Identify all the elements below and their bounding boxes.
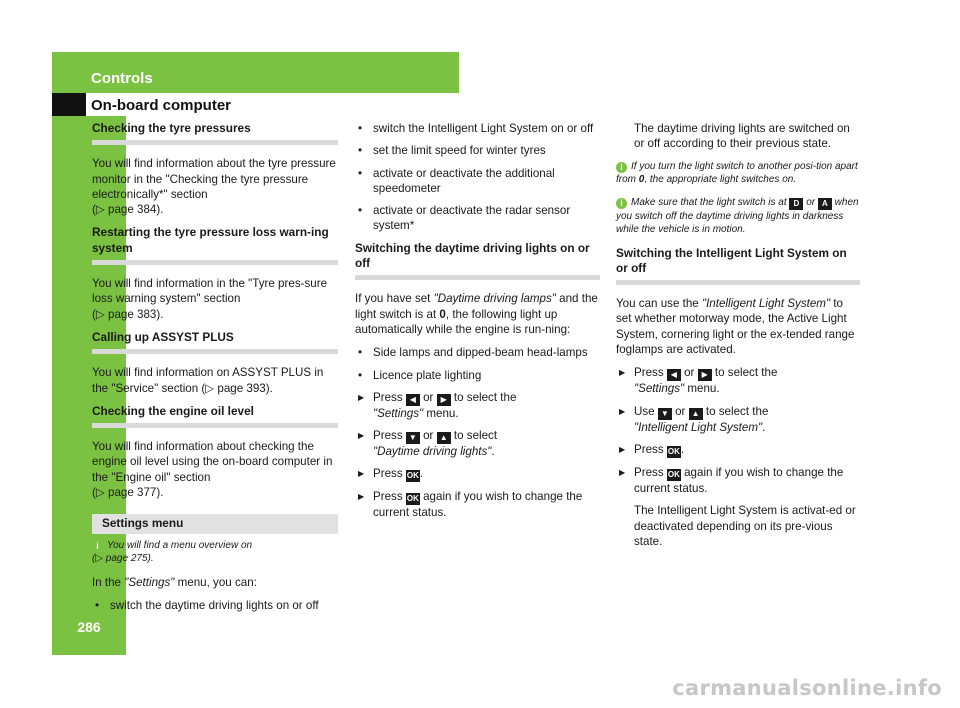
up-arrow-key-icon: ▲	[437, 432, 451, 444]
heading-tyre-pressures: Checking the tyre pressures	[92, 121, 338, 145]
instruction-step: ▶ Press OK again if you wish to change the current status.	[616, 465, 860, 496]
page-number: 286	[77, 619, 101, 635]
paragraph: You will find information on ASSYST PLUS in the "Service" section (▷ page 393).	[92, 366, 324, 395]
heading-restart-tyre-loss: Restarting the tyre pressure loss warn-ing system	[92, 225, 338, 265]
down-arrow-key-icon: ▼	[406, 432, 420, 444]
instruction-step: ▶ Press OK.	[355, 466, 600, 482]
page-reference: (▷ page 377).	[92, 486, 164, 500]
subsection-title: On-board computer	[91, 97, 232, 114]
info-icon: i	[92, 541, 103, 552]
ok-key-icon: OK	[667, 446, 680, 456]
column-3	[616, 121, 860, 557]
bullet-item: • Licence plate lighting	[355, 368, 600, 383]
instruction-step: ▶ Press ◀ or ▶ to select the "Settings" menu.	[616, 365, 860, 396]
instruction-step: ▶ Press ▼ or ▲ to select "Daytime driving lights".	[355, 428, 600, 459]
low-beam-switch-icon: D	[789, 198, 803, 210]
ok-key-icon: OK	[667, 469, 680, 479]
up-arrow-key-icon: ▲	[689, 408, 703, 420]
bullet-item: • set the limit speed for winter tyres	[355, 143, 600, 158]
bullet-item: • switch the daytime driving lights on or off	[92, 598, 338, 613]
info-icon: i	[616, 198, 627, 209]
paragraph: If you have set "Daytime driving lamps" and the light switch is at 0, the following light up automatically while the engine is run-ning:	[355, 292, 598, 336]
paragraph: You will find information about checking the engine oil level using the on-board computer in the "Engine oil" section (▷ page 377).	[92, 440, 333, 500]
right-arrow-key-icon: ▶	[698, 369, 712, 381]
heading-engine-oil: Checking the engine oil level	[92, 404, 338, 428]
instruction-step: ▶ Press OK.	[616, 442, 860, 458]
ok-key-icon: OK	[406, 494, 419, 504]
instruction-step: ▶ Press ◀ or ▶ to select the "Settings" menu.	[355, 390, 600, 421]
paragraph: The daytime driving lights are switched on or off according to their previous state.	[634, 122, 850, 151]
watermark: carmanualsonline.info	[672, 676, 942, 700]
info-icon: i	[616, 162, 627, 173]
down-arrow-key-icon: ▼	[658, 408, 672, 420]
page-reference: (▷ page 384).	[92, 203, 164, 217]
instruction-step: ▶ Use ▼ or ▲ to select the "Intelligent Light System".	[616, 404, 860, 435]
paragraph: You will find information in the "Tyre pres-sure loss warning system" section (▷ page 383).	[92, 277, 328, 321]
heading-assyst-plus: Calling up ASSYST PLUS	[92, 330, 338, 354]
bullet-item: • switch the Intelligent Light System on or off	[355, 121, 600, 136]
page-reference: (▷ page 383).	[92, 307, 164, 321]
info-note: i Make sure that the light switch is at D or A when you switch off the daytime driving lights in darkness while the vehicle is in motion.	[616, 196, 859, 235]
bullet-item: • Side lamps and dipped-beam head-lamps	[355, 345, 600, 360]
heading-daytime-lights: Switching the daytime driving lights on or off	[355, 241, 600, 281]
auto-light-switch-icon: A	[818, 198, 832, 210]
heading-intelligent-light: Switching the Intelligent Light System on or off	[616, 246, 860, 286]
heading-settings-menu: Settings menu	[92, 514, 338, 533]
column-1	[92, 121, 338, 620]
paragraph: You will find information about the tyre pressure monitor in the "Checking the tyre pressure electronically*" section (▷ page 384).	[92, 157, 336, 217]
paragraph: The Intelligent Light System is activat-ed or deactivated depending on its pre-vious state.	[634, 504, 856, 548]
right-arrow-key-icon: ▶	[437, 394, 451, 406]
paragraph: You can use the "Intelligent Light System" to set whether motorway mode, the Active Light System, cornering light or the ex-tended range foglamps are activated.	[616, 297, 855, 357]
ok-key-icon: OK	[406, 471, 419, 481]
instruction-step: ▶ Press OK again if you wish to change the current status.	[355, 489, 600, 520]
bullet-item: • activate or deactivate the additional speedometer	[355, 166, 600, 197]
column-2	[355, 121, 600, 528]
left-arrow-key-icon: ◀	[667, 369, 681, 381]
section-title: Controls	[91, 70, 153, 87]
left-arrow-key-icon: ◀	[406, 394, 420, 406]
info-note: i If you turn the light switch to another posi-tion apart from 0, the appropriate light switches on.	[616, 160, 858, 185]
header-tab	[52, 93, 86, 116]
bullet-item: • activate or deactivate the radar sensor system*	[355, 203, 600, 234]
paragraph: In the "Settings" menu, you can:	[92, 575, 257, 589]
info-note: i You will find a menu overview on (▷ page 275).	[92, 539, 253, 564]
